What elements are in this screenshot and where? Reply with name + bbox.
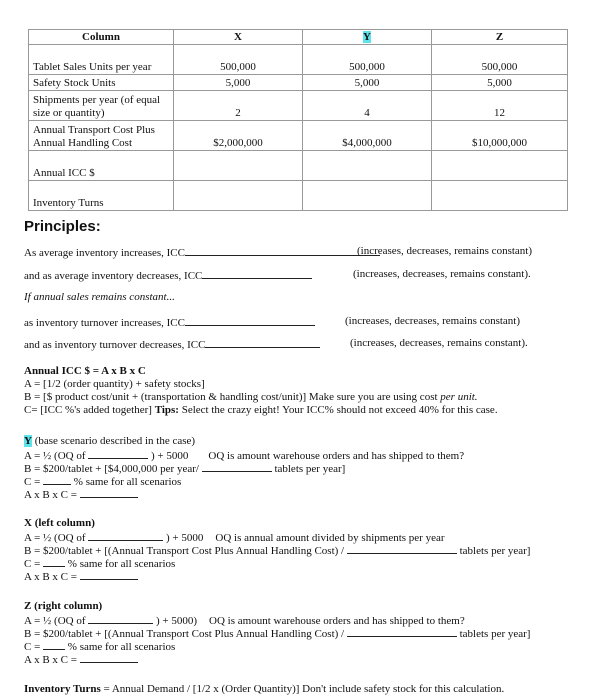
cell: 12: [432, 91, 568, 121]
scenario-x-c: C = % same for all scenarios: [24, 558, 176, 570]
cell: 500,000: [174, 45, 303, 75]
cell: 5,000: [303, 75, 432, 91]
cell: 5,000: [174, 75, 303, 91]
cell: 4: [303, 91, 432, 121]
principle-line: As average inventory increases, ICC: [24, 245, 380, 259]
cell[interactable]: [174, 151, 303, 181]
scenario-x-a: A = ½ (OQ of ) + 5000 OQ is annual amount divided by shipments per year: [24, 532, 445, 544]
cell: $2,000,000: [174, 121, 303, 151]
formula-a: A = [1/2 (order quantity) + safety stocks]: [24, 378, 205, 390]
scenario-x-b: B = $200/tablet + [(Annual Transport Cost Plus Annual Handling Cost) / tablets per year]: [24, 545, 531, 557]
header-y: Y: [303, 30, 432, 45]
principle-options: (increases, decreases, remains constant): [345, 315, 521, 327]
cell: $10,000,000: [432, 121, 568, 151]
scenario-y-c: C = % same for all scenarios: [24, 476, 182, 488]
row-label: Safety Stock Units: [29, 75, 174, 91]
cell: 500,000: [303, 45, 432, 75]
scenario-x-abc: A x B x C =: [24, 569, 138, 583]
principle-line: as inventory turnover increases, ICC: [24, 315, 315, 329]
principle-line: and as inventory turnover decreases, ICC: [24, 337, 320, 351]
cell: $4,000,000: [303, 121, 432, 151]
cell[interactable]: [174, 181, 303, 211]
scenario-z-c: C = % same for all scenarios: [24, 641, 176, 653]
header-x: X: [174, 30, 303, 45]
cell[interactable]: [303, 151, 432, 181]
scenario-z-abc: A x B x C =: [24, 652, 138, 666]
cell[interactable]: [432, 181, 568, 211]
principle-options: (increases, decreases, remains constant).: [350, 337, 528, 349]
principle-options: (increases, decreases, remains constant): [357, 245, 533, 257]
scenario-y-b: B = $200/tablet + [$4,000,000 per year/ tablets per year]: [24, 463, 346, 475]
row-label: Annual ICC $: [29, 151, 174, 181]
row-label: Annual Transport Cost Plus Annual Handling Cost: [29, 121, 174, 151]
header-column: Column: [29, 30, 174, 45]
formula-c: C= [ICC %'s added together] Tips: Select the crazy eight! Your ICC% should not exceed 40% for this case.: [24, 404, 498, 416]
cell[interactable]: [432, 151, 568, 181]
header-z: Z: [432, 30, 568, 45]
row-label: Tablet Sales Units per year: [29, 45, 174, 75]
scenario-z-a: A = ½ (OQ of ) + 5000) OQ is amount warehouse orders and has shipped to them?: [24, 615, 465, 627]
scenario-y-abc: A x B x C =: [24, 487, 138, 501]
inventory-turns-formula: Inventory Turns = Annual Demand / [1/2 x (Order Quantity)] Don't include safety stock for this calculation.: [24, 683, 505, 695]
row-label: Inventory Turns: [29, 181, 174, 211]
scenario-y-a: A = ½ (OQ of ) + 5000 OQ is amount warehouse orders and has shipped to them?: [24, 450, 465, 462]
row-label: Shipments per year (of equal size or quantity): [29, 91, 174, 121]
principle-line: and as average inventory decreases, ICC: [24, 268, 312, 282]
scenario-x-head: X (left column): [24, 517, 95, 529]
scenario-z-head: Z (right column): [24, 600, 103, 612]
principle-note: If annual sales remains constant...: [24, 291, 175, 303]
cell: 2: [174, 91, 303, 121]
scenario-table: [28, 29, 568, 211]
formula-b: B = [$ product cost/unit + (transportation & handling cost/unit)] Make sure you are using cost per unit.: [24, 391, 478, 403]
cell[interactable]: [303, 181, 432, 211]
principle-options: (increases, decreases, remains constant).: [353, 268, 531, 280]
principles-title: Principles:: [24, 218, 101, 235]
scenario-y-head: Y (base scenario described in the case): [24, 435, 196, 447]
scenario-z-b: B = $200/tablet + [(Annual Transport Cost Plus Annual Handling Cost) / tablets per year]: [24, 628, 531, 640]
cell: 500,000: [432, 45, 568, 75]
cell: 5,000: [432, 75, 568, 91]
formula-title: Annual ICC $ = A x B x C: [24, 365, 146, 377]
